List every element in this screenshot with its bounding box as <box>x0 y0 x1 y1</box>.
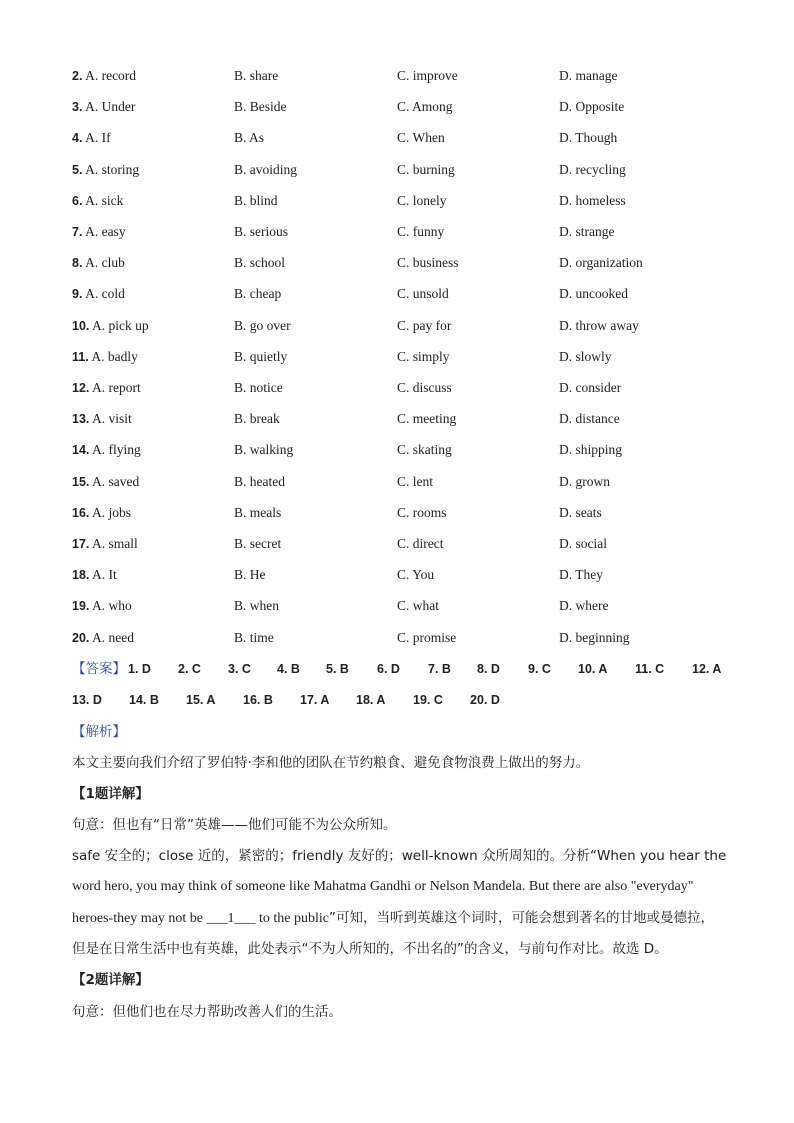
question-number: 9. <box>72 287 83 302</box>
question-row <box>0 64 794 88</box>
option-d <box>559 64 617 88</box>
option-b <box>234 189 278 213</box>
option-text: B. share <box>234 68 279 83</box>
question-number: 20. <box>72 630 90 645</box>
option-b <box>234 376 283 400</box>
option-a <box>72 220 126 244</box>
option-b <box>234 563 266 587</box>
option-c <box>397 532 444 556</box>
option-text: D. throw away <box>559 317 639 333</box>
option-d <box>559 220 614 244</box>
answer-item: 5. B <box>326 662 349 676</box>
option-text: D. distance <box>559 411 620 427</box>
option-a <box>72 95 135 119</box>
option-text: A. easy <box>85 224 126 239</box>
option-text: D. recycling <box>559 161 626 177</box>
option-text: D. social <box>559 536 607 551</box>
option-d <box>559 438 622 462</box>
q1-quote-end: heroes-they may not be ___1___ to the public”可知，当听到英雄这个词时，可能会想到著名的甘地或曼德拉， <box>72 910 715 926</box>
option-d <box>559 282 628 306</box>
summary-text: 本文主要向我们介绍了罗伯特·李和他的团队在节约粮食、避免食物浪费上做出的努力。 <box>72 755 590 771</box>
option-text: C. simply <box>397 348 450 364</box>
option-c <box>397 64 458 88</box>
question-row <box>0 158 794 182</box>
option-text: A. It <box>92 567 117 583</box>
q1-meaning: 句意：但也有“日常”英雄——他们可能不为公众所知。 <box>72 817 397 833</box>
option-d <box>559 501 602 525</box>
option-b <box>234 407 280 431</box>
option-b <box>234 220 288 244</box>
option-text: D. shipping <box>559 442 623 458</box>
option-c <box>397 126 445 150</box>
question-row <box>0 345 794 369</box>
option-text: B. meals <box>234 504 282 520</box>
answer-item: 19. C <box>413 693 443 707</box>
option-text: A. report <box>92 380 141 395</box>
option-text: B. As <box>234 130 265 146</box>
option-b <box>234 251 285 275</box>
option-text: C. pay for <box>397 317 452 333</box>
option-a <box>72 282 125 306</box>
answer-item: 4. B <box>277 662 300 676</box>
option-c <box>397 501 447 525</box>
option-d <box>559 376 621 400</box>
option-text: B. walking <box>234 442 294 458</box>
question-number: 6. <box>72 193 83 208</box>
option-d <box>559 126 617 150</box>
option-text: B. avoiding <box>234 161 297 177</box>
option-text: D. manage <box>559 68 618 83</box>
option-b <box>234 470 285 494</box>
answer-item: 16. B <box>243 693 273 707</box>
option-b <box>234 95 287 119</box>
option-a <box>72 158 139 182</box>
answer-item: 3. C <box>228 662 251 676</box>
answer-item: 13. D <box>72 693 102 707</box>
question-row <box>0 314 794 338</box>
option-b <box>234 532 281 556</box>
question-number: 19. <box>72 599 90 614</box>
option-a <box>72 126 111 150</box>
option-text: B. Beside <box>234 99 287 115</box>
option-c <box>397 314 451 338</box>
option-text: B. notice <box>234 380 283 395</box>
option-c <box>397 251 459 275</box>
option-c <box>397 407 456 431</box>
analysis-heading: 【解析】 <box>72 724 126 740</box>
option-b <box>234 314 291 338</box>
answer-item: 17. A <box>300 693 330 707</box>
question-row <box>0 220 794 244</box>
option-a <box>72 64 136 88</box>
option-text: B. He <box>234 567 266 583</box>
question-number: 4. <box>72 131 83 146</box>
option-text: D. consider <box>559 380 622 395</box>
option-a <box>72 345 138 369</box>
option-c <box>397 95 453 119</box>
option-c <box>397 282 449 306</box>
answer-line-2 <box>72 688 752 712</box>
option-text: B. blind <box>234 192 278 208</box>
option-d <box>559 563 603 587</box>
option-text: C. burning <box>397 161 455 177</box>
option-d <box>559 626 630 650</box>
option-c <box>397 158 455 182</box>
option-text: C. Among <box>397 99 453 115</box>
option-text: A. Under <box>85 99 136 115</box>
option-c <box>397 470 433 494</box>
question-number: 15. <box>72 474 90 489</box>
option-a <box>72 563 117 587</box>
option-a <box>72 376 141 400</box>
option-text: A. storing <box>85 161 140 177</box>
option-d <box>559 407 620 431</box>
option-a <box>72 251 125 275</box>
option-text: A. cold <box>85 286 125 302</box>
option-text: D. They <box>559 567 603 583</box>
answer-item: 20. D <box>470 693 500 707</box>
option-c <box>397 376 452 400</box>
option-text: D. strange <box>559 224 615 239</box>
option-b <box>234 282 281 306</box>
option-text: A. flying <box>92 442 141 458</box>
option-c <box>397 594 439 618</box>
option-text: C. funny <box>397 224 445 239</box>
answer-item: 15. A <box>186 693 216 707</box>
option-text: C. direct <box>397 536 444 551</box>
q1-blank: ___1___ <box>206 911 256 926</box>
option-text: C. meeting <box>397 411 457 427</box>
option-text: C. lent <box>397 473 433 489</box>
option-text: B. heated <box>234 473 285 489</box>
option-text: A. club <box>85 255 125 271</box>
option-text: A. If <box>85 130 111 146</box>
question-number: 16. <box>72 505 90 520</box>
option-d <box>559 532 607 556</box>
question-number: 14. <box>72 443 90 458</box>
option-text: C. unsold <box>397 286 449 302</box>
option-a <box>72 438 141 462</box>
option-text: B. school <box>234 255 286 271</box>
option-text: A. badly <box>91 348 138 364</box>
option-text: C. improve <box>397 68 458 83</box>
question-row <box>0 126 794 150</box>
option-a <box>72 189 123 213</box>
question-row <box>0 376 794 400</box>
option-text: C. rooms <box>397 504 447 520</box>
option-text: C. discuss <box>397 380 452 395</box>
answer-item: 18. A <box>356 693 386 707</box>
question-number: 5. <box>72 162 83 177</box>
option-text: A. sick <box>85 192 124 208</box>
answer-line-1 <box>72 657 752 681</box>
option-text: C. what <box>397 598 439 614</box>
question-row <box>0 501 794 525</box>
option-a <box>72 626 134 650</box>
option-a <box>72 594 132 618</box>
question-number: 3. <box>72 100 83 115</box>
answer-item: 6. D <box>377 662 400 676</box>
option-b <box>234 438 293 462</box>
option-b <box>234 345 287 369</box>
option-text: A. small <box>92 536 138 551</box>
option-c <box>397 220 444 244</box>
question-row <box>0 407 794 431</box>
option-c <box>397 345 450 369</box>
option-d <box>559 95 624 119</box>
question-row <box>0 282 794 306</box>
q1-vocab: safe 安全的；close 近的，紧密的；friendly 友好的；well-known 众所周知的。分析“When you hear the <box>72 848 727 864</box>
option-d <box>559 158 626 182</box>
option-c <box>397 438 452 462</box>
option-b <box>234 501 281 525</box>
option-text: D. where <box>559 598 609 614</box>
option-a <box>72 501 131 525</box>
option-text: D. Though <box>559 130 618 146</box>
option-b <box>234 126 264 150</box>
question-number: 8. <box>72 256 83 271</box>
question-row <box>0 251 794 275</box>
option-text: D. organization <box>559 255 643 271</box>
question-number: 17. <box>72 537 90 551</box>
question-row <box>0 626 794 650</box>
option-a <box>72 532 138 556</box>
question-row <box>0 95 794 119</box>
option-d <box>559 594 608 618</box>
answer-item: 1. D <box>128 662 151 676</box>
option-a <box>72 470 139 494</box>
option-d <box>559 251 643 275</box>
option-d <box>559 189 626 213</box>
option-text: D. uncooked <box>559 286 628 302</box>
option-text: A. who <box>92 598 132 614</box>
option-text: D. beginning <box>559 629 630 645</box>
option-text: B. secret <box>234 536 282 551</box>
question-number: 12. <box>72 381 90 395</box>
q1-quote-line: word hero, you may think of someone like Mahatma Gandhi or Nelson Mandela. But there are also "everyday" <box>72 879 694 894</box>
question-number: 10. <box>72 318 90 333</box>
question-row <box>0 532 794 556</box>
option-a <box>72 407 132 431</box>
option-text: B. break <box>234 411 280 427</box>
answer-tag: 【答案】 <box>72 661 126 677</box>
question-number: 11. <box>72 349 89 364</box>
option-b <box>234 594 279 618</box>
option-b <box>234 158 297 182</box>
option-b <box>234 64 278 88</box>
question-number: 13. <box>72 412 90 427</box>
question-number: 7. <box>72 225 83 239</box>
option-text: C. You <box>397 567 435 583</box>
option-d <box>559 470 610 494</box>
answer-item: 11. C <box>635 662 665 676</box>
q2-meaning: 句意：但他们也在尽力帮助改善人们的生活。 <box>72 1004 342 1020</box>
answer-item: 7. B <box>428 662 451 676</box>
option-text: B. serious <box>234 224 288 239</box>
option-text: A. need <box>92 629 135 645</box>
answer-item: 12. A <box>692 662 722 676</box>
option-c <box>397 189 447 213</box>
option-text: C. promise <box>397 629 457 645</box>
option-text: D. grown <box>559 473 610 489</box>
option-text: B. when <box>234 598 279 614</box>
answer-item: 14. B <box>129 693 159 707</box>
question-row <box>0 563 794 587</box>
option-text: B. cheap <box>234 286 282 302</box>
option-a <box>72 314 149 338</box>
answer-item: 2. C <box>178 662 201 676</box>
question-row <box>0 189 794 213</box>
option-text: C. skating <box>397 442 452 458</box>
question-number: 18. <box>72 568 90 583</box>
option-text: A. saved <box>92 473 140 489</box>
option-text: D. homeless <box>559 192 626 208</box>
q2-heading: 【2题详解】 <box>72 972 149 988</box>
option-text: A. jobs <box>92 504 132 520</box>
question-number: 2. <box>72 69 83 83</box>
option-b <box>234 626 274 650</box>
option-d <box>559 345 612 369</box>
option-text: A. visit <box>92 411 132 427</box>
option-text: B. quietly <box>234 348 288 364</box>
option-text: A. record <box>85 68 137 83</box>
answer-item: 8. D <box>477 662 500 676</box>
option-c <box>397 626 456 650</box>
option-text: C. lonely <box>397 192 447 208</box>
option-text: C. When <box>397 130 445 146</box>
question-row <box>0 470 794 494</box>
option-text: B. go over <box>234 317 291 333</box>
question-row <box>0 594 794 618</box>
option-text: D. Opposite <box>559 99 625 115</box>
q1-heading: 【1题详解】 <box>72 786 149 802</box>
option-d <box>559 314 639 338</box>
question-row <box>0 438 794 462</box>
option-text: A. pick up <box>92 317 149 333</box>
q1-conclusion: 但是在日常生活中也有英雄，此处表示“不为人所知的，不出名的”的含义，与前句作对比。故选 D。 <box>72 941 668 957</box>
option-text: C. business <box>397 255 459 271</box>
option-text: B. time <box>234 629 274 645</box>
option-text: D. slowly <box>559 348 612 364</box>
option-c <box>397 563 434 587</box>
option-text: D. seats <box>559 504 602 520</box>
answer-item: 9. C <box>528 662 551 676</box>
answer-item: 10. A <box>578 662 608 676</box>
